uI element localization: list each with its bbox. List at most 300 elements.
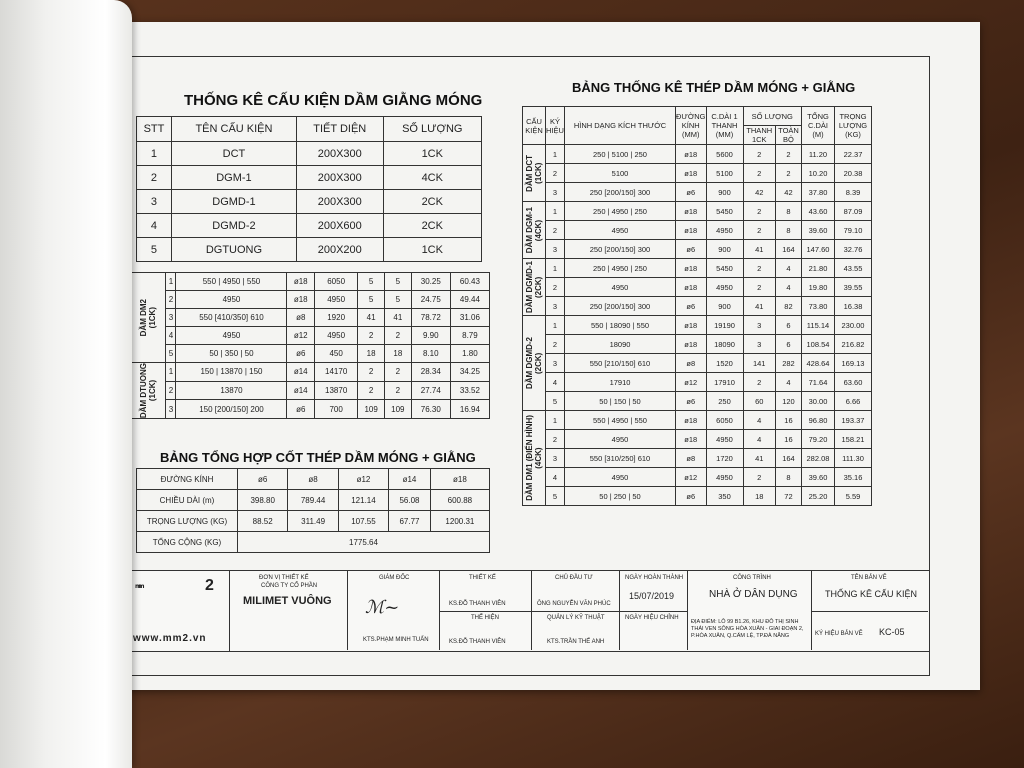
project-name: NHÀ Ở DÂN DỤNG [709, 589, 798, 600]
table-cell: 18 [384, 345, 411, 363]
table-cell: ø18 [287, 273, 315, 291]
table-cell: CHIỀU DÀI (m) [137, 490, 238, 511]
bar-shape-cell: 250 | 4950 | 250 [565, 202, 676, 221]
table-cell: 1.80 [450, 345, 489, 363]
bar-shape-cell: 550 | 18090 | 550 [565, 316, 676, 335]
table-cell: 2 [358, 381, 385, 400]
table-cell: 1 [137, 142, 172, 166]
group-label-cell [523, 316, 546, 411]
table-cell: ø18 [676, 221, 707, 240]
table-row [131, 363, 490, 382]
table-cell: 2 [358, 363, 385, 382]
table-cell: 31.06 [450, 309, 489, 327]
col-header: HÌNH DẠNG KÍCH THƯỚC [565, 107, 676, 145]
table-cell: 4950 [706, 278, 743, 297]
table-cell: DCT [171, 142, 296, 166]
table-cell: 4 [546, 373, 565, 392]
table-cell: 3 [166, 400, 176, 419]
table-cell: 121.14 [338, 490, 388, 511]
table-cell: 27.74 [411, 381, 450, 400]
table-cell: ø18 [676, 202, 707, 221]
table-cell: 79.20 [802, 430, 835, 449]
table-cell: 11.20 [802, 145, 835, 164]
design-label: THIẾT KẾ [469, 575, 496, 581]
table-row [523, 373, 872, 392]
table-cell: 4950 [706, 221, 743, 240]
investor-label: CHỦ ĐẦU TƯ [555, 575, 593, 581]
table-cell: 18090 [706, 335, 743, 354]
bar-shape-cell: 4950 [565, 430, 676, 449]
table-row [137, 469, 490, 490]
table-cell: 60.43 [450, 273, 489, 291]
table-cell: 4 [166, 327, 176, 345]
table-cell: 21.80 [802, 259, 835, 278]
table-cell: 282 [775, 354, 801, 373]
table-cell: ø6 [287, 400, 315, 419]
group-label-cell [131, 363, 166, 419]
table-row [523, 354, 872, 373]
col-header: TÊN CẤU KIỆN [171, 117, 296, 142]
table-cell: ø6 [676, 487, 707, 506]
table-cell: 2 [384, 363, 411, 382]
table-row [523, 449, 872, 468]
table-row [523, 202, 872, 221]
bar-shape-cell: 18090 [565, 335, 676, 354]
group-count: (4CK) [534, 447, 543, 469]
table-cell: 282.08 [802, 449, 835, 468]
group-label-cell [523, 259, 546, 316]
table-cell: 22.37 [835, 145, 872, 164]
table-cell: 33.52 [450, 381, 489, 400]
qa-label: QUẢN LÝ KỸ THUẬT [547, 615, 605, 621]
table-cell: 4950 [315, 291, 358, 309]
table-cell: 141 [743, 354, 775, 373]
bar-shape-cell: 4950 [176, 291, 287, 309]
table-cell: 115.14 [802, 316, 835, 335]
design-name: KS.ĐỖ THANH VIÊN [449, 601, 506, 607]
table-cell: ø12 [676, 373, 707, 392]
bar-shape-cell: 50 | 250 | 50 [565, 487, 676, 506]
table-cell: 6050 [706, 411, 743, 430]
table-cell: ø12 [287, 327, 315, 345]
table-cell: 789.44 [288, 490, 338, 511]
table-cell: 2 [137, 166, 172, 190]
table-cell: 3 [743, 335, 775, 354]
drawing-label: TÊN BẢN VẼ [851, 575, 887, 581]
col-header: KÝ HIỆU [546, 107, 565, 145]
table-cell: 1 [546, 202, 565, 221]
table-row [523, 183, 872, 202]
table-cell: 1200.31 [430, 511, 489, 532]
table-cell: 2 [743, 468, 775, 487]
table-cell: 30.25 [411, 273, 450, 291]
component-table [136, 116, 482, 262]
table-cell: 120 [775, 392, 801, 411]
table-cell: 32.76 [835, 240, 872, 259]
website-label: www.mm2.vn [133, 633, 207, 644]
table-cell: 78.72 [411, 309, 450, 327]
company-logo: mm [135, 583, 142, 590]
table-cell: ø18 [676, 335, 707, 354]
table-cell: 8.79 [450, 327, 489, 345]
table-cell: 72 [775, 487, 801, 506]
col-header: CẤU KIỆN [523, 107, 546, 145]
table-cell: 1775.64 [238, 532, 490, 553]
group-count: (1CK) [148, 379, 158, 402]
table-cell: ø18 [676, 316, 707, 335]
table-cell: 2 [384, 327, 411, 345]
table-row [523, 259, 872, 278]
table-cell: ø18 [676, 145, 707, 164]
table-cell: 19190 [706, 316, 743, 335]
table-cell: 4 [743, 430, 775, 449]
table-cell: 8.10 [411, 345, 450, 363]
table-cell: 35.16 [835, 468, 872, 487]
table-cell: 111.30 [835, 449, 872, 468]
qa-name: KTS.TRẦN THẾ ANH [547, 639, 605, 645]
t4-title: BẢNG THỐNG KÊ THÉP DẦM MÓNG + GIẰNG [572, 80, 856, 95]
table-cell: 350 [706, 487, 743, 506]
table-cell: 87.09 [835, 202, 872, 221]
table-cell: DGTUONG [171, 238, 296, 262]
table-cell: 24.75 [411, 291, 450, 309]
beam-steel-table-left [130, 272, 490, 419]
table-cell: 200X300 [296, 166, 383, 190]
table-cell: 311.49 [288, 511, 338, 532]
bar-shape-cell: 50 | 150 | 50 [565, 392, 676, 411]
table-cell: 1520 [706, 354, 743, 373]
done-label: NGÀY HOÀN THÀNH [625, 575, 684, 581]
table-cell: 4 [137, 214, 172, 238]
table-cell: DGMD-1 [171, 190, 296, 214]
table-cell: 3 [166, 309, 176, 327]
table-cell: ø6 [287, 345, 315, 363]
col-header: SỐ LƯỢNG [383, 117, 481, 142]
bar-shape-cell: 50 | 350 | 50 [176, 345, 287, 363]
exec-name: KS.ĐỖ THANH VIÊN [449, 639, 506, 645]
table-cell: 1 [166, 273, 176, 291]
drawing-name: THỐNG KÊ CẤU KIỆN [825, 589, 918, 599]
table-cell: 19.80 [802, 278, 835, 297]
table-cell: 2 [384, 381, 411, 400]
table-cell: ø18 [676, 259, 707, 278]
bar-shape-cell: 4950 [565, 468, 676, 487]
table-cell: ø18 [676, 278, 707, 297]
table-cell: 1 [546, 259, 565, 278]
table-cell: 5450 [706, 259, 743, 278]
table-cell: 5.59 [835, 487, 872, 506]
table-cell: 4CK [383, 166, 481, 190]
table-cell: 2 [743, 145, 775, 164]
investor-name: ÔNG NGUYỄN VĂN PHÚC [537, 601, 611, 607]
table-cell: 18 [358, 345, 385, 363]
company-type: CÔNG TY CỔ PHẦN [261, 583, 318, 589]
bar-shape-cell: 250 | 5100 | 250 [565, 145, 676, 164]
col-header: ĐƯỜNG KÍNH (MM) [676, 107, 707, 145]
table-cell: 2 [546, 278, 565, 297]
table-cell: 3 [546, 183, 565, 202]
table-cell: 5 [546, 392, 565, 411]
col-subheader: THANH 1CK [743, 126, 775, 145]
bar-shape-cell: 250 | 4950 | 250 [565, 259, 676, 278]
table-cell: 200X300 [296, 142, 383, 166]
table-cell: 28.34 [411, 363, 450, 382]
table-cell: ø14 [287, 381, 315, 400]
table-cell: 2 [546, 430, 565, 449]
table-cell: ø18 [287, 291, 315, 309]
t1-title: THỐNG KÊ CẤU KIỆN DẦM GIẰNG MÓNG [184, 92, 483, 109]
drawing-sheet [118, 22, 980, 690]
director-signature: ℳ~ [365, 597, 400, 618]
group-label: DẦM DM2 [139, 298, 149, 337]
table-cell: 8 [775, 468, 801, 487]
table-cell: 169.13 [835, 354, 872, 373]
table-cell: 4 [775, 259, 801, 278]
table-cell: 14170 [315, 363, 358, 382]
table-cell: ø18 [676, 430, 707, 449]
table-row [137, 490, 490, 511]
table-cell: 82 [775, 297, 801, 316]
table-cell: 1CK [383, 238, 481, 262]
table-cell: 230.00 [835, 316, 872, 335]
table-cell: 5 [358, 291, 385, 309]
project-label: CÔNG TRÌNH [733, 575, 771, 581]
table-cell: 5600 [706, 145, 743, 164]
table-cell: 43.60 [802, 202, 835, 221]
table-cell: 147.60 [802, 240, 835, 259]
table-cell: 700 [315, 400, 358, 419]
table-cell: 109 [384, 400, 411, 419]
group-label-cell [523, 202, 546, 259]
table-cell: 3 [546, 354, 565, 373]
table-cell: 1CK [383, 142, 481, 166]
table-cell: 39.60 [802, 468, 835, 487]
bar-shape-cell: 17910 [565, 373, 676, 392]
table-cell: 16 [775, 430, 801, 449]
table-row [523, 240, 872, 259]
table-cell: 109 [358, 400, 385, 419]
table-cell: 25.20 [802, 487, 835, 506]
table-cell: 3 [546, 240, 565, 259]
table-row [523, 411, 872, 430]
table-row [137, 214, 482, 238]
table-cell: 16.94 [450, 400, 489, 419]
table-cell: 2 [166, 291, 176, 309]
table-cell: 6 [775, 335, 801, 354]
group-count: (2CK) [534, 276, 543, 298]
table-cell: 3 [137, 190, 172, 214]
steel-statistics-table [522, 106, 872, 506]
col-header: SỐ LƯỢNG [743, 107, 801, 126]
table-cell: 60 [743, 392, 775, 411]
table-cell: ø18 [676, 164, 707, 183]
table-cell: 2 [743, 221, 775, 240]
table-cell: 3 [743, 316, 775, 335]
table-cell: ø8 [287, 309, 315, 327]
drawing-code: KC-05 [879, 627, 905, 637]
code-label: KÝ HIỆU BẢN VẼ [815, 631, 863, 637]
table-cell: 41 [743, 240, 775, 259]
table-row [523, 164, 872, 183]
table-cell: TRỌNG LƯỢNG (KG) [137, 511, 238, 532]
table-cell: 450 [315, 345, 358, 363]
col-header: TIẾT DIỆN [296, 117, 383, 142]
bar-shape-cell: 150 [200/150] 200 [176, 400, 287, 419]
bar-shape-cell: 4950 [565, 221, 676, 240]
group-label-cell [523, 145, 546, 202]
logo-box [129, 571, 230, 651]
table-cell: ø6 [676, 297, 707, 316]
group-label: DẦM DGMD-2 [525, 337, 534, 389]
table-cell: 6 [775, 316, 801, 335]
table-cell: 16 [775, 411, 801, 430]
project-address: ĐỊA ĐIỂM: LÔ 99 B1.26, KHU ĐÔ THỊ SINH THÁI VEN SÔNG HÒA XUÂN - GIAI ĐOẠN 2, P.HÒA XUÂN, Q.CẨM LỆ, TP.ĐÀ NẴNG [691, 619, 804, 639]
table-row [131, 273, 490, 291]
table-cell: 164 [775, 240, 801, 259]
group-label: DẦM DM1 (ĐIỂN HÌNH) [525, 415, 534, 501]
director-label: GIÁM ĐỐC [379, 575, 410, 581]
table-row [137, 142, 482, 166]
table-cell: 34.25 [450, 363, 489, 382]
table-cell: 200X300 [296, 190, 383, 214]
table-row [523, 316, 872, 335]
table-row [137, 166, 482, 190]
table-cell: 67.77 [389, 511, 431, 532]
group-label: DẦM DCT [525, 154, 534, 192]
table-cell: 200X600 [296, 214, 383, 238]
table-row [523, 145, 872, 164]
table-cell: 2 [546, 335, 565, 354]
table-cell: 193.37 [835, 411, 872, 430]
table-cell: ø6 [238, 469, 288, 490]
table-cell: 1720 [706, 449, 743, 468]
table-cell: 2 [166, 381, 176, 400]
table-cell: 79.10 [835, 221, 872, 240]
table-cell: 42 [775, 183, 801, 202]
unit-label: ĐƠN VỊ THIẾT KẾ [259, 575, 309, 581]
summary-table [136, 468, 490, 553]
bar-shape-cell: 550 | 4950 | 550 [176, 273, 287, 291]
table-cell: 13870 [315, 381, 358, 400]
bar-shape-cell: 5100 [565, 164, 676, 183]
table-cell: 8 [775, 202, 801, 221]
logo-superscript: 2 [205, 577, 214, 594]
done-date: 15/07/2019 [629, 591, 675, 601]
bar-shape-cell: 250 [200/150] 300 [565, 183, 676, 202]
col-header: C.DÀI 1 THANH (MM) [706, 107, 743, 145]
table-cell: 4950 [706, 430, 743, 449]
table-cell: 4 [546, 468, 565, 487]
bar-shape-cell: 4950 [176, 327, 287, 345]
table-cell: 5450 [706, 202, 743, 221]
table-cell: 2 [358, 327, 385, 345]
table-cell: 42 [743, 183, 775, 202]
table-row [131, 345, 490, 363]
table-cell: 1 [546, 145, 565, 164]
table-cell: 8.39 [835, 183, 872, 202]
table-row [137, 190, 482, 214]
col-header: TRỌNG LƯỢNG (KG) [835, 107, 872, 145]
table-row [523, 278, 872, 297]
group-count: (1CK) [148, 306, 158, 329]
group-label: DẦM DGMD-1 [525, 261, 534, 313]
table-cell: 9.90 [411, 327, 450, 345]
table-cell: 5100 [706, 164, 743, 183]
table-cell: 3 [546, 449, 565, 468]
table-cell: 41 [743, 449, 775, 468]
table-row [137, 238, 482, 262]
table-cell: 107.55 [338, 511, 388, 532]
bar-shape-cell: 550 [410/350] 610 [176, 309, 287, 327]
table-cell: 3 [546, 297, 565, 316]
group-count: (2CK) [534, 352, 543, 374]
table-cell: 900 [706, 183, 743, 202]
table-cell: 10.20 [802, 164, 835, 183]
table-cell: 164 [775, 449, 801, 468]
table-cell: 1 [546, 411, 565, 430]
table-cell: 63.60 [835, 373, 872, 392]
table-cell: 96.80 [802, 411, 835, 430]
table-cell: 5 [358, 273, 385, 291]
table-row [523, 297, 872, 316]
table-cell: ø8 [288, 469, 338, 490]
bar-shape-cell: 13870 [176, 381, 287, 400]
table-cell: 41 [384, 309, 411, 327]
table-cell: 2 [743, 278, 775, 297]
table-cell: 398.80 [238, 490, 288, 511]
table-cell: 71.64 [802, 373, 835, 392]
table-cell: 39.55 [835, 278, 872, 297]
table-cell: 2 [743, 164, 775, 183]
table-cell: 4950 [706, 468, 743, 487]
table-cell: 1 [166, 363, 176, 382]
table-cell: 56.08 [389, 490, 431, 511]
table-cell: DGMD-2 [171, 214, 296, 238]
col-header: TỔNG C.DÀI (M) [802, 107, 835, 145]
director-name: KTS.PHẠM MINH TUẤN [363, 637, 429, 643]
table-cell: 2 [743, 373, 775, 392]
table-cell: 5 [384, 291, 411, 309]
table-cell: ø12 [676, 468, 707, 487]
table-cell: 2 [775, 145, 801, 164]
table-cell: 158.21 [835, 430, 872, 449]
bar-shape-cell: 550 [210/150] 610 [565, 354, 676, 373]
table-cell: 2 [743, 202, 775, 221]
table-cell: ø6 [676, 183, 707, 202]
table-cell: 73.80 [802, 297, 835, 316]
table-cell: ø14 [287, 363, 315, 382]
table-cell: 88.52 [238, 511, 288, 532]
bar-shape-cell: 150 | 13870 | 150 [176, 363, 287, 382]
bar-shape-cell: 550 [310/250] 610 [565, 449, 676, 468]
group-label: DẦM DTUONG [139, 363, 149, 419]
table-cell: 18 [743, 487, 775, 506]
table-cell: 600.88 [430, 490, 489, 511]
table-cell: 250 [706, 392, 743, 411]
table-cell: 1 [546, 316, 565, 335]
table-row [523, 392, 872, 411]
table-cell: ø8 [676, 354, 707, 373]
group-label-cell [523, 411, 546, 506]
table-row [523, 335, 872, 354]
table-cell: 2 [546, 221, 565, 240]
bar-shape-cell: 550 | 4950 | 550 [565, 411, 676, 430]
table-cell: 49.44 [450, 291, 489, 309]
table-cell: 17910 [706, 373, 743, 392]
table-cell: 2CK [383, 214, 481, 238]
group-label-cell [131, 273, 166, 363]
table-cell: 4 [775, 373, 801, 392]
